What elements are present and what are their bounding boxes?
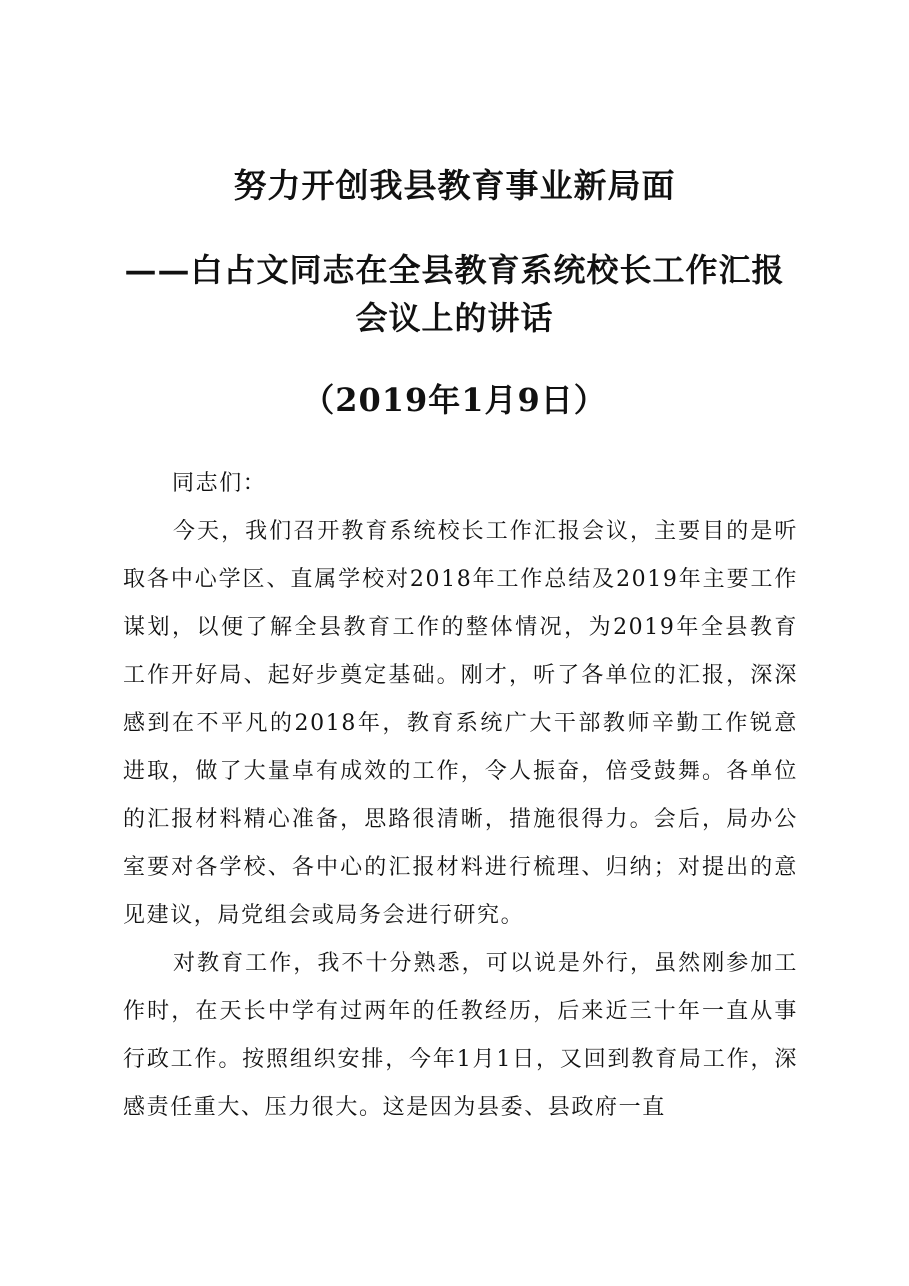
- paragraph-2: 对教育工作，我不十分熟悉，可以说是外行，虽然刚参加工作时，在天长中学有过两年的任教经历，后来近三十年一直从事行政工作。按照组织安排，今年1月1日，又回到教育局工作，深感责任重大、压力很大。这是因为县委、县政府一直: [123, 951, 798, 1120]
- salutation: 同志们：: [172, 471, 267, 496]
- document-title: 努力开创我县教育事业新局面: [233, 166, 676, 205]
- document-subtitle-line-1: ——白占文同志在全县教育系统校长工作汇报: [124, 251, 785, 289]
- document-subtitle-line-2: 会议上的讲话: [355, 299, 554, 337]
- paragraph-1: 今天，我们召开教育系统校长工作汇报会议，主要目的是听取各中心学区、直属学校对2018年工作总结及2019年主要工作谋划，以便了解全县教育工作的整体情况，为2019年全县教育工作开好局、起好步奠定基础。刚才，听了各单位的汇报，深深感到在不平凡的2018年，教育系统广大干部教师辛勤工作锐意进取，做了大量卓有成效的工作，令人振奋，倍受鼓舞。各单位的汇报材料精心准备，思路很清晰，措施很得力。会后，局办公室要对各学校、各中心的汇报材料进行梳理、归纳；对提出的意见建议，局党组会或局务会进行研究。: [123, 519, 798, 928]
- document-date: （2019年1月9日）: [302, 381, 607, 419]
